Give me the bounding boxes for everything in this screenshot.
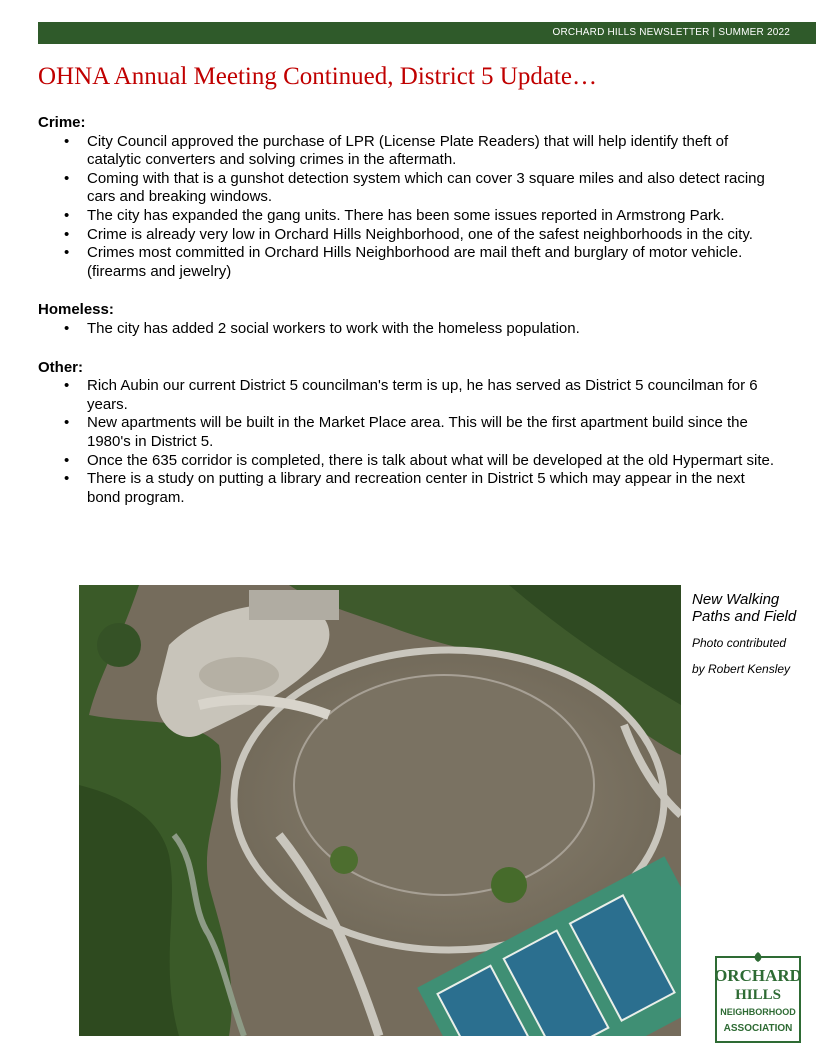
list-item: • The city has added 2 social workers to work with the homeless population. bbox=[87, 320, 778, 339]
other-section bbox=[38, 359, 778, 508]
newsletter-header-text: ORCHARD HILLS NEWSLETTER | SUMMER 2022 bbox=[552, 27, 790, 38]
list-item: • Crimes most committed in Orchard Hills Neighborhood are mail theft and burglary of motor vehicle. (firearms and jewelry) bbox=[87, 244, 778, 281]
page-title: OHNA Annual Meeting Continued, District 5 Update… bbox=[38, 63, 597, 90]
crime-list bbox=[38, 133, 778, 282]
orchard-hills-logo bbox=[715, 951, 801, 1043]
logo-text: ASSOCIATION bbox=[723, 1023, 793, 1034]
list-item: • Once the 635 corridor is completed, there is talk about what will be developed at the old Hypermart site. bbox=[87, 452, 778, 471]
article-body bbox=[38, 114, 778, 527]
photo-caption bbox=[692, 591, 812, 682]
homeless-list bbox=[38, 320, 778, 339]
list-item: • New apartments will be built in the Market Place area. This will be the first apartment build since the 1980's in District 5. bbox=[87, 414, 778, 451]
homeless-section bbox=[38, 301, 778, 338]
list-item: • Rich Aubin our current District 5 councilman's term is up, he has served as District 5 councilman for 6 years. bbox=[87, 377, 778, 414]
logo-text: HILLS bbox=[735, 987, 781, 1003]
caption-title: New Walking Paths and Field bbox=[692, 591, 797, 625]
newsletter-header-bar bbox=[38, 22, 816, 44]
logo-text: NEIGHBORHOOD bbox=[720, 1007, 796, 1017]
list-item: • City Council approved the purchase of LPR (License Plate Readers) that will help identify theft of catalytic converters and solving crimes in the aftermath. bbox=[87, 133, 778, 170]
crime-section bbox=[38, 114, 778, 281]
aerial-park-photo bbox=[79, 585, 681, 1036]
list-item: • Coming with that is a gunshot detection system which can cover 3 square miles and also detect racing cars and breaking windows. bbox=[87, 170, 778, 207]
homeless-heading: Homeless: bbox=[38, 301, 114, 319]
caption-credit-line: by Robert Kensley bbox=[692, 662, 791, 676]
list-item: • There is a study on putting a library and recreation center in District 5 which may appear in the next bond program. bbox=[87, 470, 778, 507]
list-item: • Crime is already very low in Orchard Hills Neighborhood, one of the safest neighborhoods in the city. bbox=[87, 226, 778, 245]
list-item: • The city has expanded the gang units. There has been some issues reported in Armstrong Park. bbox=[87, 207, 778, 226]
other-heading: Other: bbox=[38, 358, 83, 376]
other-list bbox=[38, 377, 778, 507]
logo-text: ORCHARD bbox=[715, 966, 801, 985]
caption-credit-line: Photo contributed bbox=[692, 636, 787, 650]
crime-heading: Crime: bbox=[38, 114, 86, 131]
